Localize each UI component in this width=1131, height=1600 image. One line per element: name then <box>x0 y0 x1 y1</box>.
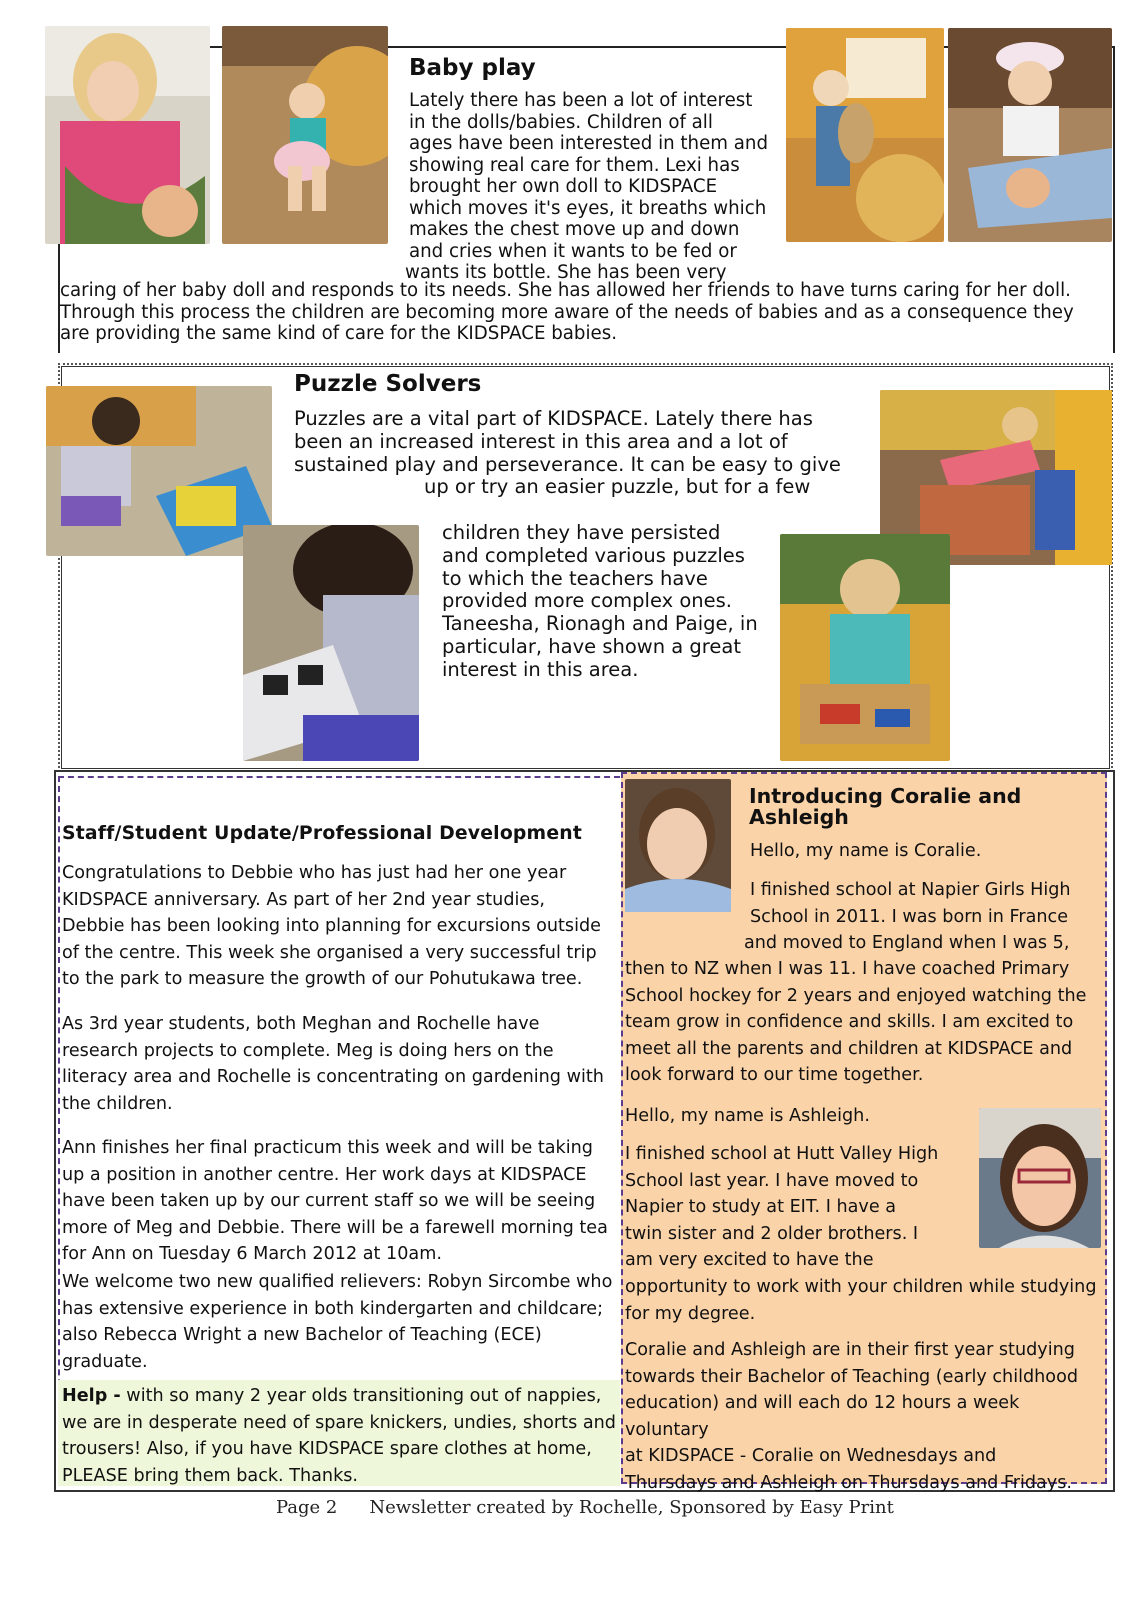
photo-child-floor-puzzle <box>46 386 272 556</box>
text-line: School last year. I have moved to <box>625 1170 919 1191</box>
ashleigh-text-full <box>625 1274 1105 1327</box>
text-line: KIDSPACE anniversary. As part of her 2nd year studies, <box>62 889 545 910</box>
text-line: As 3rd year students, both Meghan and Rochelle have <box>62 1014 540 1034</box>
puzzle-solvers-title: Puzzle Solvers <box>294 371 482 397</box>
text-line: education) and will each do 12 hours a week voluntary <box>625 1393 1020 1440</box>
baby-play-text-narrow <box>405 90 769 284</box>
text-line: literacy area and Rochelle is concentrating on gardening with <box>62 1067 604 1087</box>
text-line: I finished school at Napier Girls High <box>750 880 1071 900</box>
ashleigh-text-narrow <box>625 1141 975 1274</box>
text-line: provided more complex ones. <box>442 589 732 613</box>
text-line: interest in this area. <box>442 657 639 681</box>
text-line: meet all the parents and children at KIDSPACE and <box>625 1038 1073 1059</box>
text-line: and completed various puzzles <box>442 543 745 567</box>
text-line: to which the teachers have <box>442 566 708 590</box>
help-notice-text <box>62 1383 622 1489</box>
text-line: also Rebecca Wright a new Bachelor of Teaching (ECE) <box>62 1325 542 1345</box>
text-line: I finished school at Hutt Valley High <box>625 1144 939 1164</box>
staff-paragraph-1 <box>62 860 622 993</box>
photo-toddler-walking-with-doll <box>222 26 388 244</box>
text-line: particular, have shown a great <box>442 634 741 658</box>
text-line: opportunity to work with your children while studying <box>625 1277 1097 1297</box>
text-line: Lately there has been a lot of interest <box>409 90 753 111</box>
photo-toddler-hat-with-doll <box>948 28 1112 242</box>
text-line: team grow in confidence and skills. I am excited to <box>625 1012 1074 1032</box>
introducing-title: Introducing Coralie and Ashleigh <box>749 784 1022 829</box>
text-line: Puzzles are a vital part of KIDSPACE. Lately there has <box>294 407 813 430</box>
text-line: have been taken up by our current staff so we will be seeing <box>62 1191 596 1211</box>
staff-update-title: Staff/Student Update/Professional Development <box>62 823 583 844</box>
puzzle-solvers-text-narrow <box>442 522 762 682</box>
ashleigh-hello: Hello, my name is Ashleigh. <box>625 1106 870 1126</box>
text-line: showing real care for them. Lexi has <box>409 154 740 176</box>
text-line: Through this process the children are becoming more aware of the needs of babies and as a consequence they <box>60 301 1074 323</box>
text-line: graduate. <box>62 1351 148 1372</box>
text-line: the children. <box>62 1093 173 1114</box>
text-line: Debbie has been looking into planning for excursions outside <box>62 916 601 936</box>
text-line: towards their Bachelor of Teaching (early childhood <box>625 1366 1078 1387</box>
coralie-text-indent <box>744 877 1105 957</box>
text-line: and cries when it wants to be fed or <box>409 240 737 262</box>
page-footer <box>276 1497 926 1518</box>
photo-toddler-wooden-puzzle <box>780 534 950 761</box>
text-line: caring of her baby doll and responds to its needs. She has allowed her friends to have turns caring for her doll. <box>60 280 1071 301</box>
text-line: Ann finishes her final practicum this week and will be taking <box>62 1138 593 1158</box>
text-line: up a position in another centre. Her work days at KIDSPACE <box>62 1164 587 1185</box>
text-line: and moved to England when I was 5, <box>744 933 1070 953</box>
text-line: ages have been interested in them and <box>409 133 768 154</box>
text-line: for my degree. <box>625 1303 756 1324</box>
text-line: PLEASE bring them back. Thanks. <box>62 1465 359 1486</box>
text-line: are providing the same kind of care for the KIDSPACE babies. <box>60 323 617 344</box>
page-number: Page 2 <box>276 1497 338 1518</box>
text-line: Coralie and Ashleigh are in their first year studying <box>625 1340 1075 1360</box>
text-line: been an increased interest in this area and a lot of <box>294 429 788 453</box>
footer-credit: Newsletter created by Rochelle, Sponsored by Easy Print <box>369 1497 894 1518</box>
text-line: School in 2011. I was born in France <box>750 906 1069 927</box>
text-line: sustained play and perseverance. It can be easy to give <box>294 452 841 476</box>
text-line: makes the chest move up and down <box>409 219 740 240</box>
text-line: more of Meg and Debbie. There will be a farewell morning tea <box>62 1217 608 1238</box>
staff-paragraph-3 <box>62 1135 622 1268</box>
text-line: in the dolls/babies. Children of all <box>409 111 713 133</box>
text-line: twin sister and 2 older brothers. I <box>625 1223 919 1244</box>
text-line: Thursdays and Ashleigh on Thursdays and Fridays. <box>625 1472 1072 1493</box>
text-line: at KIDSPACE - Coralie on Wednesdays and <box>625 1446 997 1466</box>
staff-paragraph-4 <box>62 1269 622 1375</box>
photo-coralie <box>625 779 731 912</box>
text-line: we are in desperate need of spare knickers, undies, shorts and <box>62 1412 616 1433</box>
text-line: which moves it's eyes, it breaths which <box>409 197 767 219</box>
photo-girl-with-doll-sling <box>45 26 210 244</box>
closing-text <box>625 1337 1105 1496</box>
text-line: Congratulations to Debbie who has just had her one year <box>62 863 567 883</box>
help-label: Help - <box>62 1386 121 1406</box>
text-line: then to NZ when I was 11. I have coached Primary <box>625 959 1070 979</box>
staff-paragraph-2 <box>62 1011 622 1117</box>
puzzle-solvers-text-wide <box>294 408 854 499</box>
text-line: We welcome two new qualified relievers: Robyn Sircombe who <box>62 1272 613 1292</box>
coralie-text-full <box>625 956 1105 1089</box>
text-line: wants its bottle. She has been very <box>405 262 727 283</box>
text-line: research projects to complete. Meg is doing hers on the <box>62 1040 554 1061</box>
text-line: School hockey for 2 years and enjoyed watching the <box>625 985 1087 1006</box>
text-line: trousers! Also, if you have KIDSPACE spare clothes at home, <box>62 1439 592 1459</box>
text-line: Help - with so many 2 year olds transitioning out of nappies, <box>62 1386 602 1406</box>
text-line: for Ann on Tuesday 6 March 2012 at 10am. <box>62 1244 442 1264</box>
photo-child-holding-doll <box>786 28 944 242</box>
baby-play-title: Baby play <box>409 55 536 81</box>
text-line: to the park to measure the growth of our Pohutukawa tree. <box>62 969 583 989</box>
coralie-hello: Hello, my name is Coralie. <box>750 841 982 861</box>
text-line: children they have persisted <box>442 521 721 544</box>
baby-play-text-full <box>60 280 1110 345</box>
photo-ashleigh <box>979 1108 1101 1248</box>
text-line: Taneesha, Rionagh and Paige, in <box>442 612 758 636</box>
text-line: brought her own doll to KIDSPACE <box>409 176 718 197</box>
text-line: of the centre. This week she organised a very successful trip <box>62 942 597 963</box>
text-line: has extensive experience in both kindergarten and childcare; <box>62 1298 603 1319</box>
text-line: look forward to our time together. <box>625 1065 924 1085</box>
text-line: am very excited to have the <box>625 1250 874 1270</box>
text-line: Napier to study at EIT. I have a <box>625 1197 897 1217</box>
text-line: up or try an easier puzzle, but for a few <box>424 475 811 499</box>
photo-child-black-white-puzzle <box>243 525 419 761</box>
